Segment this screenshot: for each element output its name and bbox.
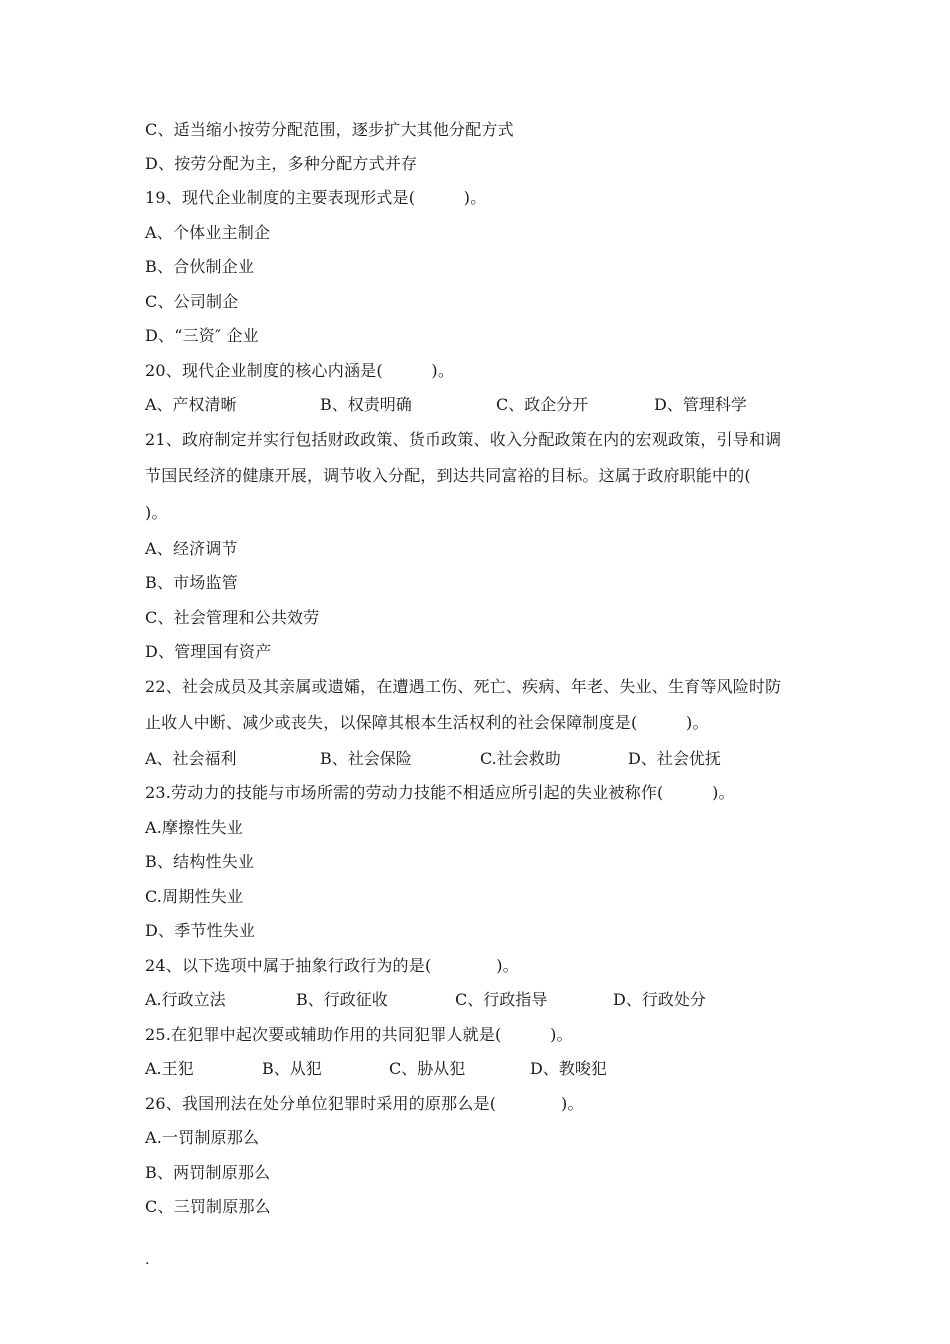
text-line: C.周期性失业 [145, 887, 244, 906]
text-line: 节国民经济的健康开展，调节收入分配，到达共同富裕的目标。这属于政府职能中的( [145, 466, 751, 485]
option-c: C.社会救助 [480, 749, 561, 768]
question-21: 21、政府制定并实行包括财政政策、货币政策、收入分配政策在内的宏观政策，引导和调 [145, 430, 782, 449]
option-c: C、行政指导 [455, 990, 548, 1009]
text-line: D、管理国有资产 [145, 642, 272, 661]
option-d: D、教唆犯 [530, 1059, 607, 1078]
text-line: C、社会管理和公共效劳 [145, 608, 320, 627]
question-23: 23.劳动力的技能与市场所需的劳动力技能不相适应所引起的失业被称作( )。 [145, 783, 735, 802]
text-line: A、个体业主制企 [145, 223, 271, 242]
text-line: D、“三资″ 企业 [145, 326, 259, 345]
text-line: B、结构性失业 [145, 852, 255, 871]
text-line: C、适当缩小按劳分配范围，逐步扩大其他分配方式 [145, 120, 514, 139]
text-line: B、合伙制企业 [145, 257, 255, 276]
question-24: 24、以下选项中属于抽象行政行为的是( )。 [145, 956, 519, 975]
option-b: B、社会保险 [320, 749, 412, 768]
option-a: A、社会福利 [145, 749, 237, 768]
option-b: B、权责明确 [320, 395, 412, 414]
option-a: A、产权清晰 [145, 395, 237, 414]
text-line: D、季节性失业 [145, 921, 256, 940]
footer-dot: . [145, 1252, 150, 1268]
question-25: 25.在犯罪中起次要或辅助作用的共同犯罪人就是( )。 [145, 1025, 573, 1044]
text-line: 止收人中断、减少或丧失，以保障其根本生活权利的社会保障制度是( )。 [145, 713, 709, 732]
option-c: C、政企分开 [496, 395, 589, 414]
option-a: A.行政立法 [145, 990, 226, 1009]
option-b: B、行政征收 [296, 990, 388, 1009]
question-19: 19、现代企业制度的主要表现形式是( )。 [145, 188, 487, 207]
option-a: A.王犯 [145, 1059, 194, 1078]
text-line: A、经济调节 [145, 539, 238, 558]
option-c: C、胁从犯 [389, 1059, 466, 1078]
question-26: 26、我国刑法在处分单位犯罪时采用的原那么是( )。 [145, 1094, 584, 1113]
text-line: C、公司制企 [145, 292, 239, 311]
text-line: A.一罚制原那么 [145, 1128, 260, 1147]
text-line: B、两罚制原那么 [145, 1163, 271, 1182]
option-d: D、管理科学 [654, 395, 747, 414]
option-d: D、社会优抚 [628, 749, 721, 768]
option-b: B、从犯 [262, 1059, 322, 1078]
text-line: )。 [145, 503, 168, 522]
text-line: A.摩擦性失业 [145, 818, 244, 837]
text-line: D、按劳分配为主，多种分配方式并存 [145, 154, 418, 173]
text-line: B、市场监管 [145, 573, 238, 592]
question-20: 20、现代企业制度的核心内涵是( )。 [145, 361, 455, 380]
option-d: D、行政处分 [613, 990, 706, 1009]
text-line: C、三罚制原那么 [145, 1197, 271, 1216]
question-22: 22、社会成员及其亲属或遗孀，在遭遇工伤、死亡、疾病、年老、失业、生育等风险时防 [145, 677, 782, 696]
